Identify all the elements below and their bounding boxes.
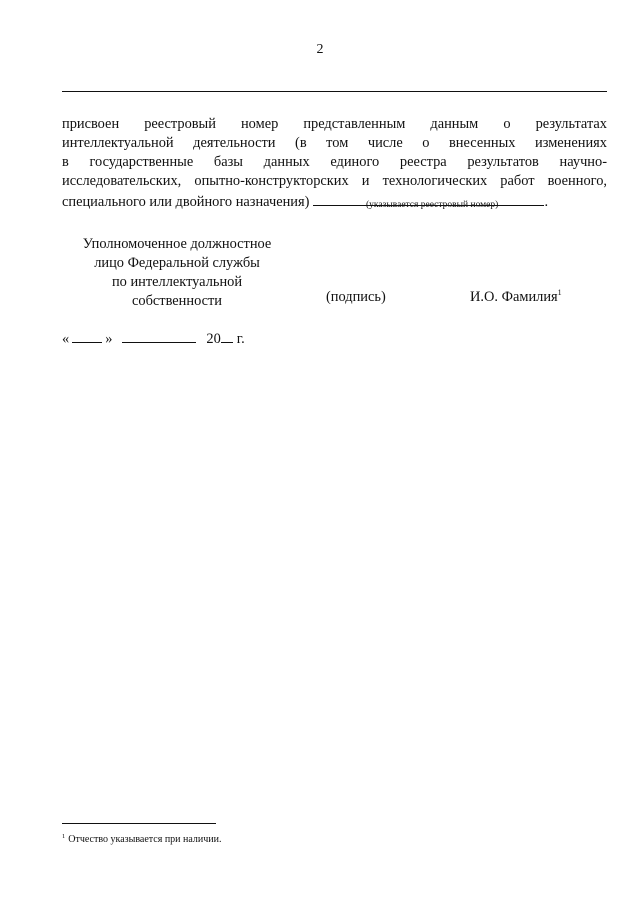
body-line: присвоен реестровый номер представленным данным о результатах: [62, 116, 607, 132]
date-line: [62, 329, 245, 348]
footnote-mark: 1: [62, 832, 66, 840]
footnote: [62, 834, 222, 845]
body-last-line-text: специального или двойного назначения): [62, 194, 310, 210]
signature-label: (подпись): [326, 289, 386, 305]
footnote-text: Отчество указывается при наличии.: [68, 834, 222, 845]
body-last-line: [62, 191, 607, 210]
registry-number-hint: (указывается реестровый номер): [366, 200, 499, 210]
body-line: исследовательских, опытно-конструкторских и технологических работ военного,: [62, 173, 607, 189]
date-close-quote: »: [105, 331, 113, 347]
official-title-line: по интеллектуальной: [111, 274, 243, 290]
body-line: интеллектуальной деятельности (в том числе о внесенных изменениях: [62, 135, 607, 151]
official-title-line: собственности: [131, 293, 222, 309]
date-year-prefix: 20: [206, 331, 221, 347]
footnote-rule: [62, 823, 216, 824]
date-year-suffix: г.: [236, 331, 245, 347]
name-footnote-mark: 1: [557, 288, 562, 298]
page-number: 2: [316, 42, 324, 57]
date-year-field[interactable]: [221, 329, 233, 343]
date-month-field[interactable]: [122, 329, 196, 343]
date-open-quote: «: [62, 331, 70, 347]
body-line: в государственные базы данных единого реестра результатов научно-: [62, 154, 607, 170]
body-last-punct: .: [544, 194, 549, 210]
name-block: [470, 289, 562, 306]
header-rule: [62, 91, 607, 92]
official-title-line: Уполномоченное должностное: [82, 236, 272, 252]
date-day-field[interactable]: [72, 329, 102, 343]
body-paragraph: [62, 115, 607, 210]
official-title: [62, 235, 292, 311]
name-label: И.О. Фамилия: [470, 289, 558, 305]
official-title-line: лицо Федеральной службы: [94, 255, 260, 271]
